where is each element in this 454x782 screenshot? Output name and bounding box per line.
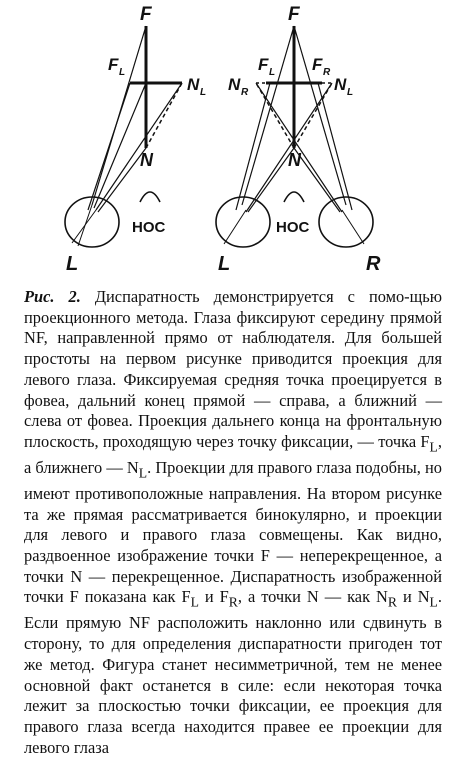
right-nose-icon	[284, 192, 304, 202]
caption-sub-8: R	[228, 594, 238, 610]
right-label-FL-sub: L	[269, 67, 276, 78]
caption-sub-12: L	[429, 594, 438, 610]
right-diagram-left-eye	[216, 197, 270, 247]
left-ray-mid	[94, 83, 146, 208]
right-label-FR-sub: R	[323, 67, 331, 78]
right-label-F: F	[288, 4, 300, 25]
caption-sub-6: L	[190, 594, 199, 610]
left-label-FL: F	[108, 55, 119, 74]
caption-text-5: . Проекции для правого глаза подобны, но имеют противоположные направления. На втором рисунке та же прямая рассматривается бинокулярно, и проекции для левого и правого глаза совмещены. Как видно, раздвоенное изображение точки F — неперекрещенное, а точки N — перекрещенное. Диспаратность изображенной точки F показана как F	[24, 457, 443, 607]
caption-sub-4: L	[138, 465, 148, 481]
caption-text-9: , а точки N — как N	[237, 587, 388, 607]
right-diagram	[216, 26, 373, 247]
right-label-eye-left: L	[218, 253, 231, 275]
figure-diagrams	[0, 0, 454, 285]
caption-sub-10: R	[387, 594, 397, 610]
right-label-nose: НОС	[276, 219, 310, 236]
caption-text-1: щью проекционного метода. Глаза фиксируют середину прямой NF, направленной прямо от наблюдателя. Для большей простоты на первом рисунке приводится проекция для левого глаза. Фиксируемая средняя точка проецируется в фовеа, дальний конец прямой — справа, а ближний — слева от фовеа. Проекция дальнего конца на фронтальную плоскость, проходящую через точку фиксации, — точка F	[24, 287, 442, 451]
caption-text-7: и F	[198, 587, 229, 607]
right-label-NR: N	[228, 75, 241, 94]
right-label-FR: F	[312, 55, 323, 74]
left-label-NL-sub: L	[200, 87, 207, 98]
caption-text-11: и N	[396, 587, 430, 607]
left-nose-icon	[140, 192, 160, 202]
right-right-eye-inner	[342, 210, 364, 244]
caption-text-13: . Если прямую NF расположить наклонно или сдвинуть в сторону, то для определения диспаратности пригоден тот же метод. Фигура станет несимметричной, тем не менее основной факт останется в силе: если некоторая точка лежит за плоскостью точки фиксации, ее проекция для правого глаза всегда находится правее ее проекции для левого глаза	[24, 587, 442, 757]
left-eye-rays-inner2	[72, 210, 96, 243]
right-label-N: N	[288, 150, 301, 170]
caption-text-3: , а ближнего — N	[24, 431, 442, 477]
left-label-FL-sub: L	[119, 67, 126, 78]
right-label-NL: N	[334, 75, 347, 94]
left-diagram	[65, 26, 182, 247]
right-ray-L-FL	[236, 83, 270, 210]
right-ray-R-FR	[318, 83, 352, 210]
right-label-eye-right: R	[366, 253, 381, 275]
right-label-NL-sub: L	[347, 87, 354, 98]
caption-paragraph	[24, 287, 442, 758]
left-label-eye: L	[66, 253, 79, 275]
right-label-FL: F	[258, 55, 269, 74]
left-label-nose: НОС	[132, 219, 166, 236]
figure-caption	[24, 287, 442, 758]
left-label-NL: N	[187, 75, 200, 94]
caption-text-0: Диспаратность демонстрируется с помо-	[80, 287, 410, 306]
caption-title: Рис. 2.	[24, 287, 81, 306]
left-label-F: F	[140, 4, 152, 25]
caption-sub-2: L	[429, 439, 438, 455]
left-diagram-labels	[66, 4, 206, 275]
right-label-NR-sub: R	[241, 87, 249, 98]
diagram-svg	[0, 0, 454, 285]
right-left-eye-inner	[224, 210, 246, 244]
left-label-N: N	[140, 150, 153, 170]
left-dash-N-NL	[146, 83, 182, 148]
